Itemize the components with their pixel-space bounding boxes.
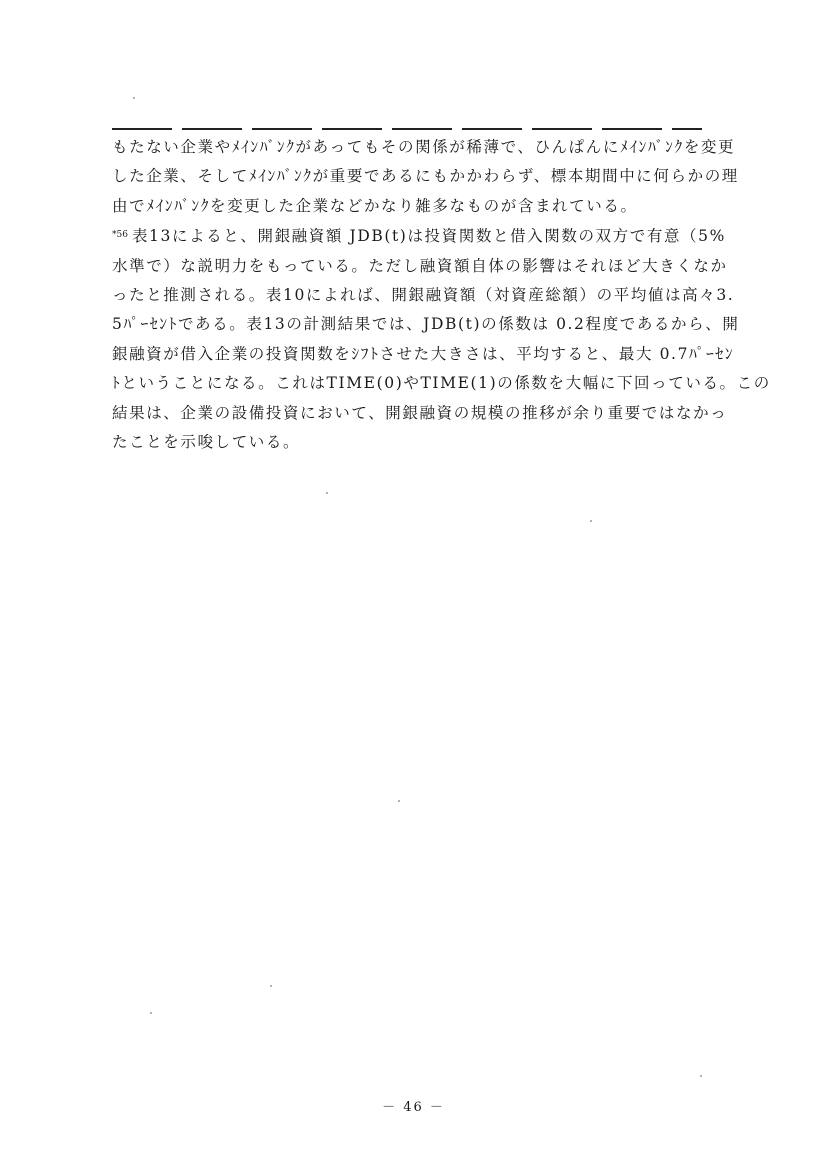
scan-speck	[326, 492, 328, 494]
paragraph-line-1: もたない企業やﾒｲﾝﾊﾞﾝｸがあってもその関係が稀薄で、ひんぱんにﾒｲﾝﾊﾞﾝｸを変更	[112, 138, 736, 156]
note-line-1-text: 表13によると、開銀融資額 JDB(t)は投資関数と借入関数の双方で有意（5%	[131, 227, 726, 246]
scan-speck	[398, 800, 400, 802]
footnote-marker: *56	[112, 230, 128, 241]
note-line-7: 結果は、企業の設備投資において、開銀融資の規模の推移が余り重要ではなかっ	[112, 403, 728, 422]
scan-speck	[150, 1012, 152, 1014]
note-line-8: たことを示唆している。	[112, 433, 301, 452]
note-line-2: 水準で）な説明力をもっている。ただし融資額自体の影響はそれほど大きくなか	[112, 256, 728, 275]
note-line-1	[112, 221, 726, 251]
scan-speck	[590, 520, 592, 522]
paragraph-line-2: した企業、そしてﾒｲﾝﾊﾞﾝｸが重要であるにもかかわらず、標本期間中に何らかの理	[112, 167, 739, 186]
page-number: － 46 －	[382, 1100, 445, 1115]
note-line-3: ったと推測される。表10によれば、開銀融資額（対資産総額）の平均値は高々3.	[112, 286, 735, 305]
note-line-4: 5ﾊﾟｰｾﾝﾄである。表13の計測結果では、JDB(t)の係数は 0.2程度であるから、開	[112, 315, 740, 334]
scan-speck	[700, 1075, 702, 1077]
body-text	[112, 133, 771, 457]
note-line-5: 銀融資が借入企業の投資関数をｼﾌﾄさせた大きさは、平均すると、最大 0.7ﾊﾟｰｾﾝ	[112, 344, 735, 363]
scan-speck	[133, 97, 135, 99]
scan-speck	[270, 985, 272, 987]
top-rule	[112, 128, 702, 130]
paragraph-line-3: 由でﾒｲﾝﾊﾞﾝｸを変更した企業などかなり雑多なものが含まれている。	[112, 196, 638, 215]
note-line-6: ﾄということになる。これはTIME(0)やTIME(1)の係数を大幅に下回っている。この	[112, 374, 771, 393]
